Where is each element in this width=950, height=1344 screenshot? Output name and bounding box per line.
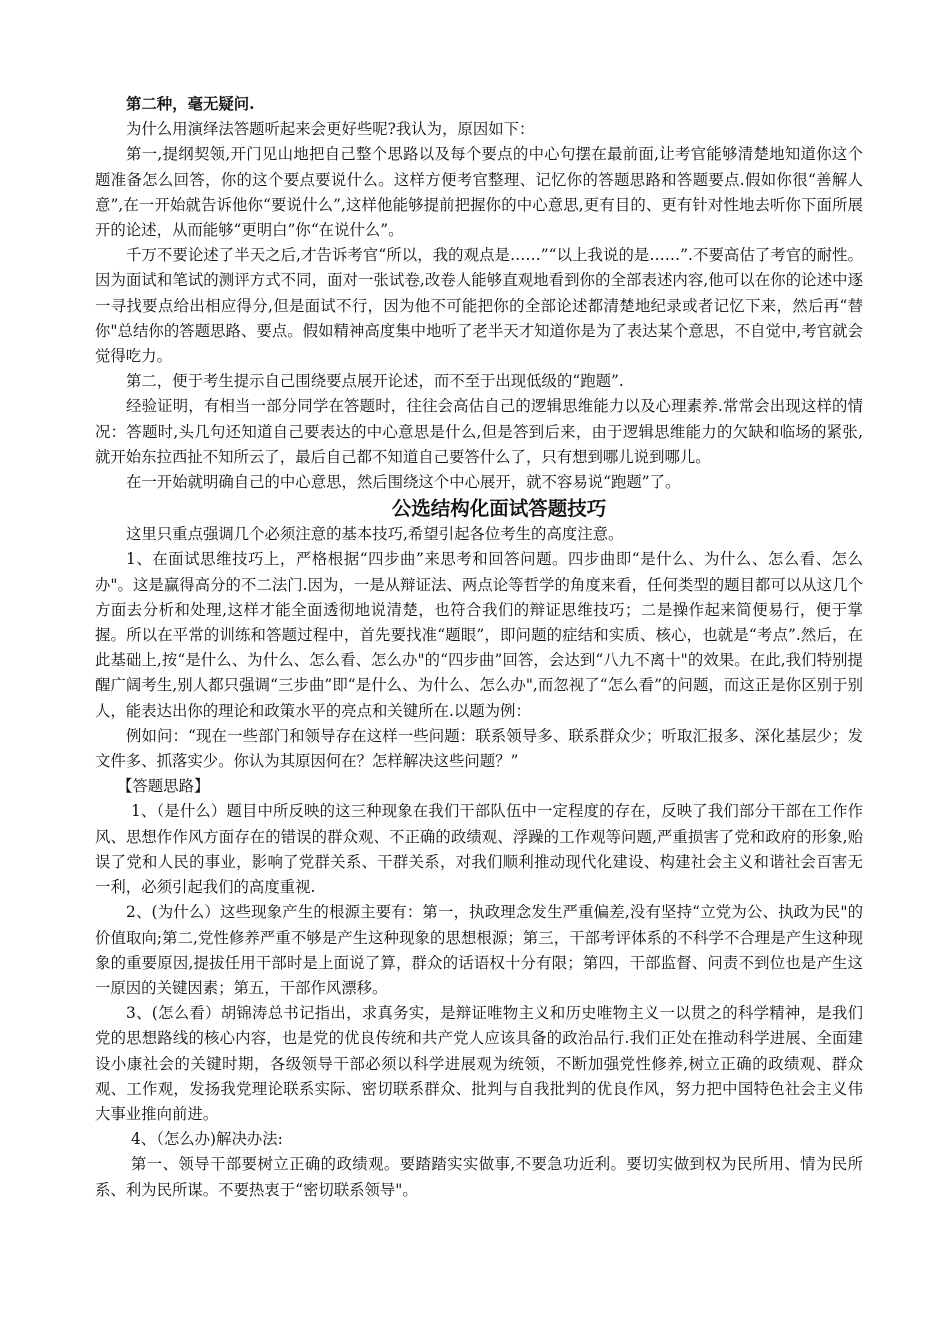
section1-intro: 为什么用演绎法答题听起来会更好些呢?我认为，原因如下： — [126, 120, 535, 139]
section2-paragraph-1: 1、在面试思维技巧上，严格根据“四步曲”来思考和回答问题。四步曲即“是什么、为什么、怎么看、怎么办"。这是赢得高分的不二法门.因为，一是从辩证法、两点论等哲学的角度来看，任何类型的题目都可以从这几个方面去分析和处理,这样才能全面透彻地说清楚，也符合我们的辩证思维技巧；二是操作起来简便易行，便于掌握。所以在平常的训练和答题过程中，首先要找准“题眼”，即问题的症结和实质、核心，也就是“考点”.然后，在此基础上,按“是什么、为什么、怎么看、怎么办"的“四步曲”回答，会达到“八九不离十"的效果。在此,我们特别提醒广阔考生,别人都只强调“三步曲”即“是什么、为什么、怎么办",而忽视了“怎么看”的问题，而这正是你区别于别人，能表达出你的理论和政策水平的亮点和关键所在.以题为例： — [95, 550, 863, 720]
answer-point-4: 4、（怎么办)解决办法: — [131, 1130, 283, 1149]
section2-title: 公选结构化面试答题技巧 — [391, 497, 607, 521]
section1-title: 第二种，毫无疑问. — [126, 95, 255, 113]
example-question: 例如问：“现在一些部门和领导存在这样一些问题：联系领导多、联系群众少；听取汇报多、深化基层少；发文件多、抓落实少。你认为其原因何在？怎样解决这些问题？” — [95, 726, 863, 771]
section1-paragraph-3: 第二，便于考生提示自己围绕要点展开论述，而不至于出现低级的“跑题”. — [126, 372, 624, 391]
section1-paragraph-1: 第一,提纲契领,开门见山地把自己整个思路以及每个要点的中心句摆在最前面,让考官能够清楚地知道你这个题准备怎么回答，你的这个要点要说什么。这样方便考官整理、记忆你的答题思路和答题要点.假如你很“善解人意”,在一开始就告诉他你“要说什么”,这样他能够提前把握你的中心意思,更有目的、更有针对性地去听你下面所展开的论述，从而能够“更明白”你“在说什么”。 — [95, 145, 863, 240]
answer-point-3: 3、(怎么看）胡锦涛总书记指出，求真务实，是辩证唯物主义和历史唯物主义一以贯之的科学精神，是我们党的思想路线的核心内容，也是党的优良传统和共产党人应该具备的政治品行.我们正处在推动科学进展、全面建设小康社会的关键时期，各级领导干部必须以科学进展观为统领，不断加强党性修养,树立正确的政绩观、群众观、工作观，发扬我党理论联系实际、密切联系群众、批判与自我批判的优良作风，努力把中国特色社会主义伟大事业推向前进。 — [95, 1004, 863, 1123]
answer-point-2: 2、(为什么）这些现象产生的根源主要有：第一，执政理念发生严重偏差,没有坚持“立党为公、执政为民"的价值取向;第二,党性修养严重不够是产生这种现象的思想根源；第三，干部考评体系的不科学不合理是产生这种现象的重要原因,提拔任用干部时是上面说了算，群众的话语权十分有限；第四，干部监督、问责不到位也是产生这一原因的关键因素；第五，干部作风漂移。 — [95, 903, 863, 997]
section1-paragraph-4: 经验证明，有相当一部分同学在答题时，往往会高估自己的逻辑思维能力以及心理素养.常常会出现这样的情况：答题时,头几句还知道自己要表达的中心意思是什么,但是答到后来，由于逻辑思维能力的欠缺和临场的紧张,就开始东拉西扯不知所云了，最后自己都不知道自己要答什么了，只有想到哪儿说到哪儿。 — [95, 397, 863, 466]
document-page — [95, 92, 863, 1203]
answer-approach-label: 【答题思路】 — [117, 777, 210, 796]
section2-intro: 这里只重点强调几个必须注意的基本技巧,希望引起各位考生的高度注意。 — [126, 525, 624, 544]
answer-point-1: 1、（是什么）题目中所反映的这三种现象在我们干部队伍中一定程度的存在，反映了我们部分干部在工作作风、思想作作风方面存在的错误的群众观、不正确的政绩观、浮躁的工作观等问题,严重损害了党和政府的形象,贻误了党和人民的事业，影响了党群关系、干群关系，对我们顺利推动现代化建设、构建社会主义和谐社会百害无一利，必须引起我们的高度重视. — [95, 802, 863, 897]
section1-paragraph-5: 在一开始就明确自己的中心意思，然后围绕这个中心展开，就不容易说“跑题”了。 — [126, 473, 681, 492]
section1-paragraph-2: 千万不要论述了半天之后,才告诉考官“所以，我的观点是……”“以上我说的是……”.不要高估了考官的耐性。因为面试和笔试的测评方式不同，面对一张试卷,改卷人能够直观地看到你的全部表述内容,他可以在你的论述中逐一寻找要点给出相应得分,但是面试不行，因为他不可能把你的全部论述都清楚地纪录或者记忆下来，然后再“替你"总结你的答题思路、要点。假如精神高度集中地听了老半天才知道你是为了表达某个意思，不自觉中,考官就会觉得吃力。 — [95, 246, 863, 366]
answer-point-4-paragraph-1: 第一、领导干部要树立正确的政绩观。要踏踏实实做事,不要急功近利。要切实做到权为民所用、情为民所系、利为民所谋。不要热衷于“密切联系领导"。 — [95, 1155, 863, 1199]
